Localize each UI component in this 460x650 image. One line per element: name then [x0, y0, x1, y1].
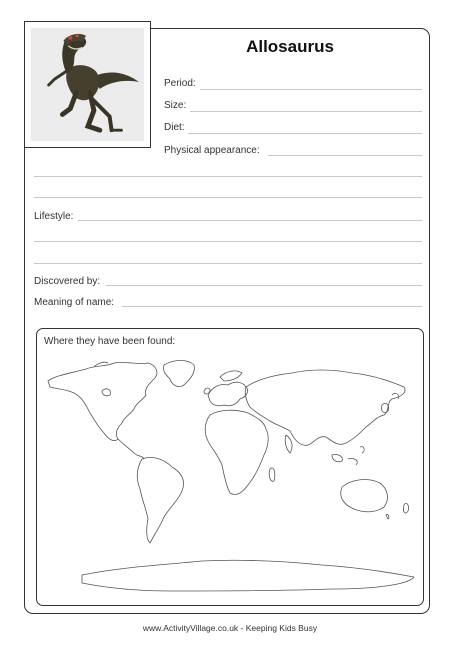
map-label: Where they have been found: — [44, 336, 176, 347]
lifestyle-line-1[interactable] — [78, 220, 422, 221]
footer-text: www.ActivityVillage.co.uk - Keeping Kids Busy — [142, 623, 318, 633]
period-label: Period: — [164, 78, 196, 89]
discovered-by-label: Discovered by: — [34, 276, 101, 287]
meaning-of-name-line[interactable] — [122, 306, 422, 307]
physical-appearance-line-3[interactable] — [34, 197, 422, 198]
size-line[interactable] — [190, 111, 422, 112]
physical-appearance-line-1[interactable] — [268, 155, 422, 156]
period-line[interactable] — [200, 89, 422, 90]
discovered-by-line[interactable] — [106, 285, 422, 286]
dinosaur-photo — [31, 28, 144, 141]
page-title: Allosaurus — [246, 37, 334, 56]
lifestyle-line-3[interactable] — [34, 263, 422, 264]
physical-appearance-line-2[interactable] — [34, 176, 422, 177]
dinosaur-photo-frame — [24, 21, 151, 148]
size-label: Size: — [164, 100, 187, 111]
lifestyle-label: Lifestyle: — [34, 211, 74, 222]
diet-label: Diet: — [164, 122, 185, 133]
meaning-of-name-label: Meaning of name: — [34, 297, 115, 308]
physical-appearance-label: Physical appearance: — [164, 145, 260, 156]
diet-line[interactable] — [188, 133, 422, 134]
world-map-outline — [42, 355, 418, 595]
dinosaur-icon — [31, 28, 144, 141]
lifestyle-line-2[interactable] — [34, 241, 422, 242]
